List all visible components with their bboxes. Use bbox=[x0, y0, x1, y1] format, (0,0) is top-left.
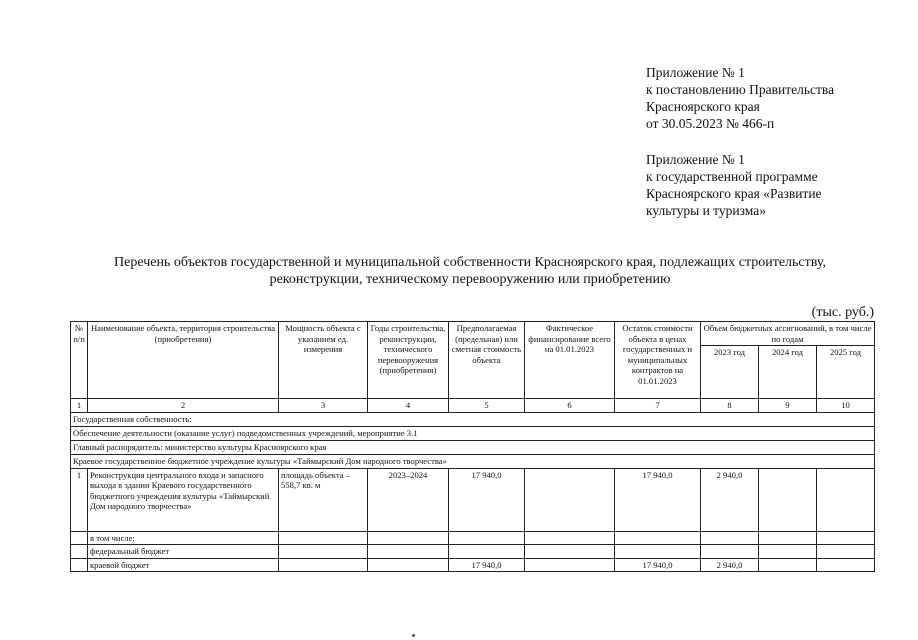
column-number: 6 bbox=[525, 399, 615, 413]
appendix-line: Красноярского края bbox=[646, 99, 760, 114]
column-number: 3 bbox=[279, 399, 368, 413]
sub-row-2023: 2 940,0 bbox=[701, 558, 759, 572]
header-budget-volume: Объем бюджетных ассигнований, в том числе по годам bbox=[701, 322, 875, 346]
sub-row bbox=[71, 545, 875, 559]
section-activity: Обеспечение деятельности (оказание услуг) подведомственных учреждений, мероприятие 3.1 bbox=[71, 426, 875, 440]
section-row bbox=[71, 426, 875, 440]
column-number: 5 bbox=[449, 399, 525, 413]
appendix-1-block bbox=[646, 64, 834, 132]
header-no: № п/п bbox=[71, 322, 88, 399]
sub-row-estimated-cost bbox=[449, 531, 525, 545]
appendix-line: от 30.05.2023 № 466-п bbox=[646, 116, 775, 131]
column-numbers-row bbox=[71, 399, 875, 413]
sub-row-estimated-cost: 17 940,0 bbox=[449, 558, 525, 572]
appendix-line: Приложение № 1 bbox=[646, 152, 745, 167]
sub-row-estimated-cost bbox=[449, 545, 525, 559]
object-row bbox=[71, 468, 875, 531]
header-row bbox=[71, 322, 875, 346]
title-line: реконструкции, техническому перевооружению или приобретению bbox=[269, 272, 671, 287]
column-number: 9 bbox=[759, 399, 817, 413]
header-name: Наименование объекта, территория строительства (приобретения) bbox=[88, 322, 279, 399]
column-number: 7 bbox=[615, 399, 701, 413]
sub-row-remaining-cost: 17 940,0 bbox=[615, 558, 701, 572]
object-2023: 2 940,0 bbox=[701, 468, 759, 531]
sub-row-name: в том числе: bbox=[88, 531, 279, 545]
header-2024: 2024 год bbox=[759, 346, 817, 399]
sub-row-name: краевой бюджет bbox=[88, 558, 279, 572]
sub-row bbox=[71, 558, 875, 572]
object-no: 1 bbox=[71, 468, 88, 531]
column-number: 1 bbox=[71, 399, 88, 413]
header-2025: 2025 год bbox=[817, 346, 875, 399]
appendix-line: к государственной программе bbox=[646, 169, 818, 184]
section-institution: Краевое государственное бюджетное учреждение культуры «Таймырский Дом народного творчества» bbox=[71, 454, 875, 468]
object-2024 bbox=[759, 468, 817, 531]
header-estimated-cost: Предполагаемая (предельная) или сметная стоимость объекта bbox=[449, 322, 525, 399]
section-row bbox=[71, 412, 875, 426]
header-2023: 2023 год bbox=[701, 346, 759, 399]
section-ownership: Государственная собственность: bbox=[71, 412, 875, 426]
sub-row-2023 bbox=[701, 531, 759, 545]
sub-row bbox=[71, 531, 875, 545]
objects-table bbox=[70, 321, 875, 572]
title-line: Перечень объектов государственной и муниципальной собственности Красноярского края, подлежащих строительству, bbox=[114, 255, 826, 270]
sub-row-2023 bbox=[701, 545, 759, 559]
header-capacity: Мощность объекта с указанием ед. измерения bbox=[279, 322, 368, 399]
column-number: 2 bbox=[88, 399, 279, 413]
section-administrator: Главный распорядитель: министерство культуры Красноярского края bbox=[71, 440, 875, 454]
object-years: 2023–2024 bbox=[368, 468, 449, 531]
header-remaining-cost: Остаток стоимости объекта в ценах государственных и муниципальных контрактов на 01.01.2023 bbox=[615, 322, 701, 399]
object-2025 bbox=[817, 468, 875, 531]
sub-row-name: федеральный бюджет bbox=[88, 545, 279, 559]
section-row bbox=[71, 440, 875, 454]
column-number: 8 bbox=[701, 399, 759, 413]
appendix-2-block bbox=[646, 151, 822, 219]
document-title bbox=[40, 254, 900, 288]
object-remaining-cost: 17 940,0 bbox=[615, 468, 701, 531]
appendix-line: к постановлению Правительства bbox=[646, 82, 835, 97]
appendix-line: Приложение № 1 bbox=[646, 65, 745, 80]
appendix-line: культуры и туризма» bbox=[646, 203, 766, 218]
header-actual-funding: Фактическое финансирование всего на 01.01.2023 bbox=[525, 322, 615, 399]
object-capacity: площадь объекта – 558,7 кв. м bbox=[279, 468, 368, 531]
object-actual-funding bbox=[525, 468, 615, 531]
object-name: Реконструкция центрального входа и запасного выхода в здании Краевого государственного бюджетного учреждения культуры «Таймырский Дом народного творчества» bbox=[88, 468, 279, 531]
object-estimated-cost: 17 940,0 bbox=[449, 468, 525, 531]
sub-row-remaining-cost bbox=[615, 545, 701, 559]
sub-row-remaining-cost bbox=[615, 531, 701, 545]
header-years: Годы строительства, реконструкции, технического перевооружения (приобретения) bbox=[368, 322, 449, 399]
column-number: 10 bbox=[817, 399, 875, 413]
column-number: 4 bbox=[368, 399, 449, 413]
units-label: (тыс. руб.) bbox=[811, 305, 874, 320]
scan-speck bbox=[412, 634, 415, 637]
section-row bbox=[71, 454, 875, 468]
appendix-line: Красноярского края «Развитие bbox=[646, 186, 822, 201]
